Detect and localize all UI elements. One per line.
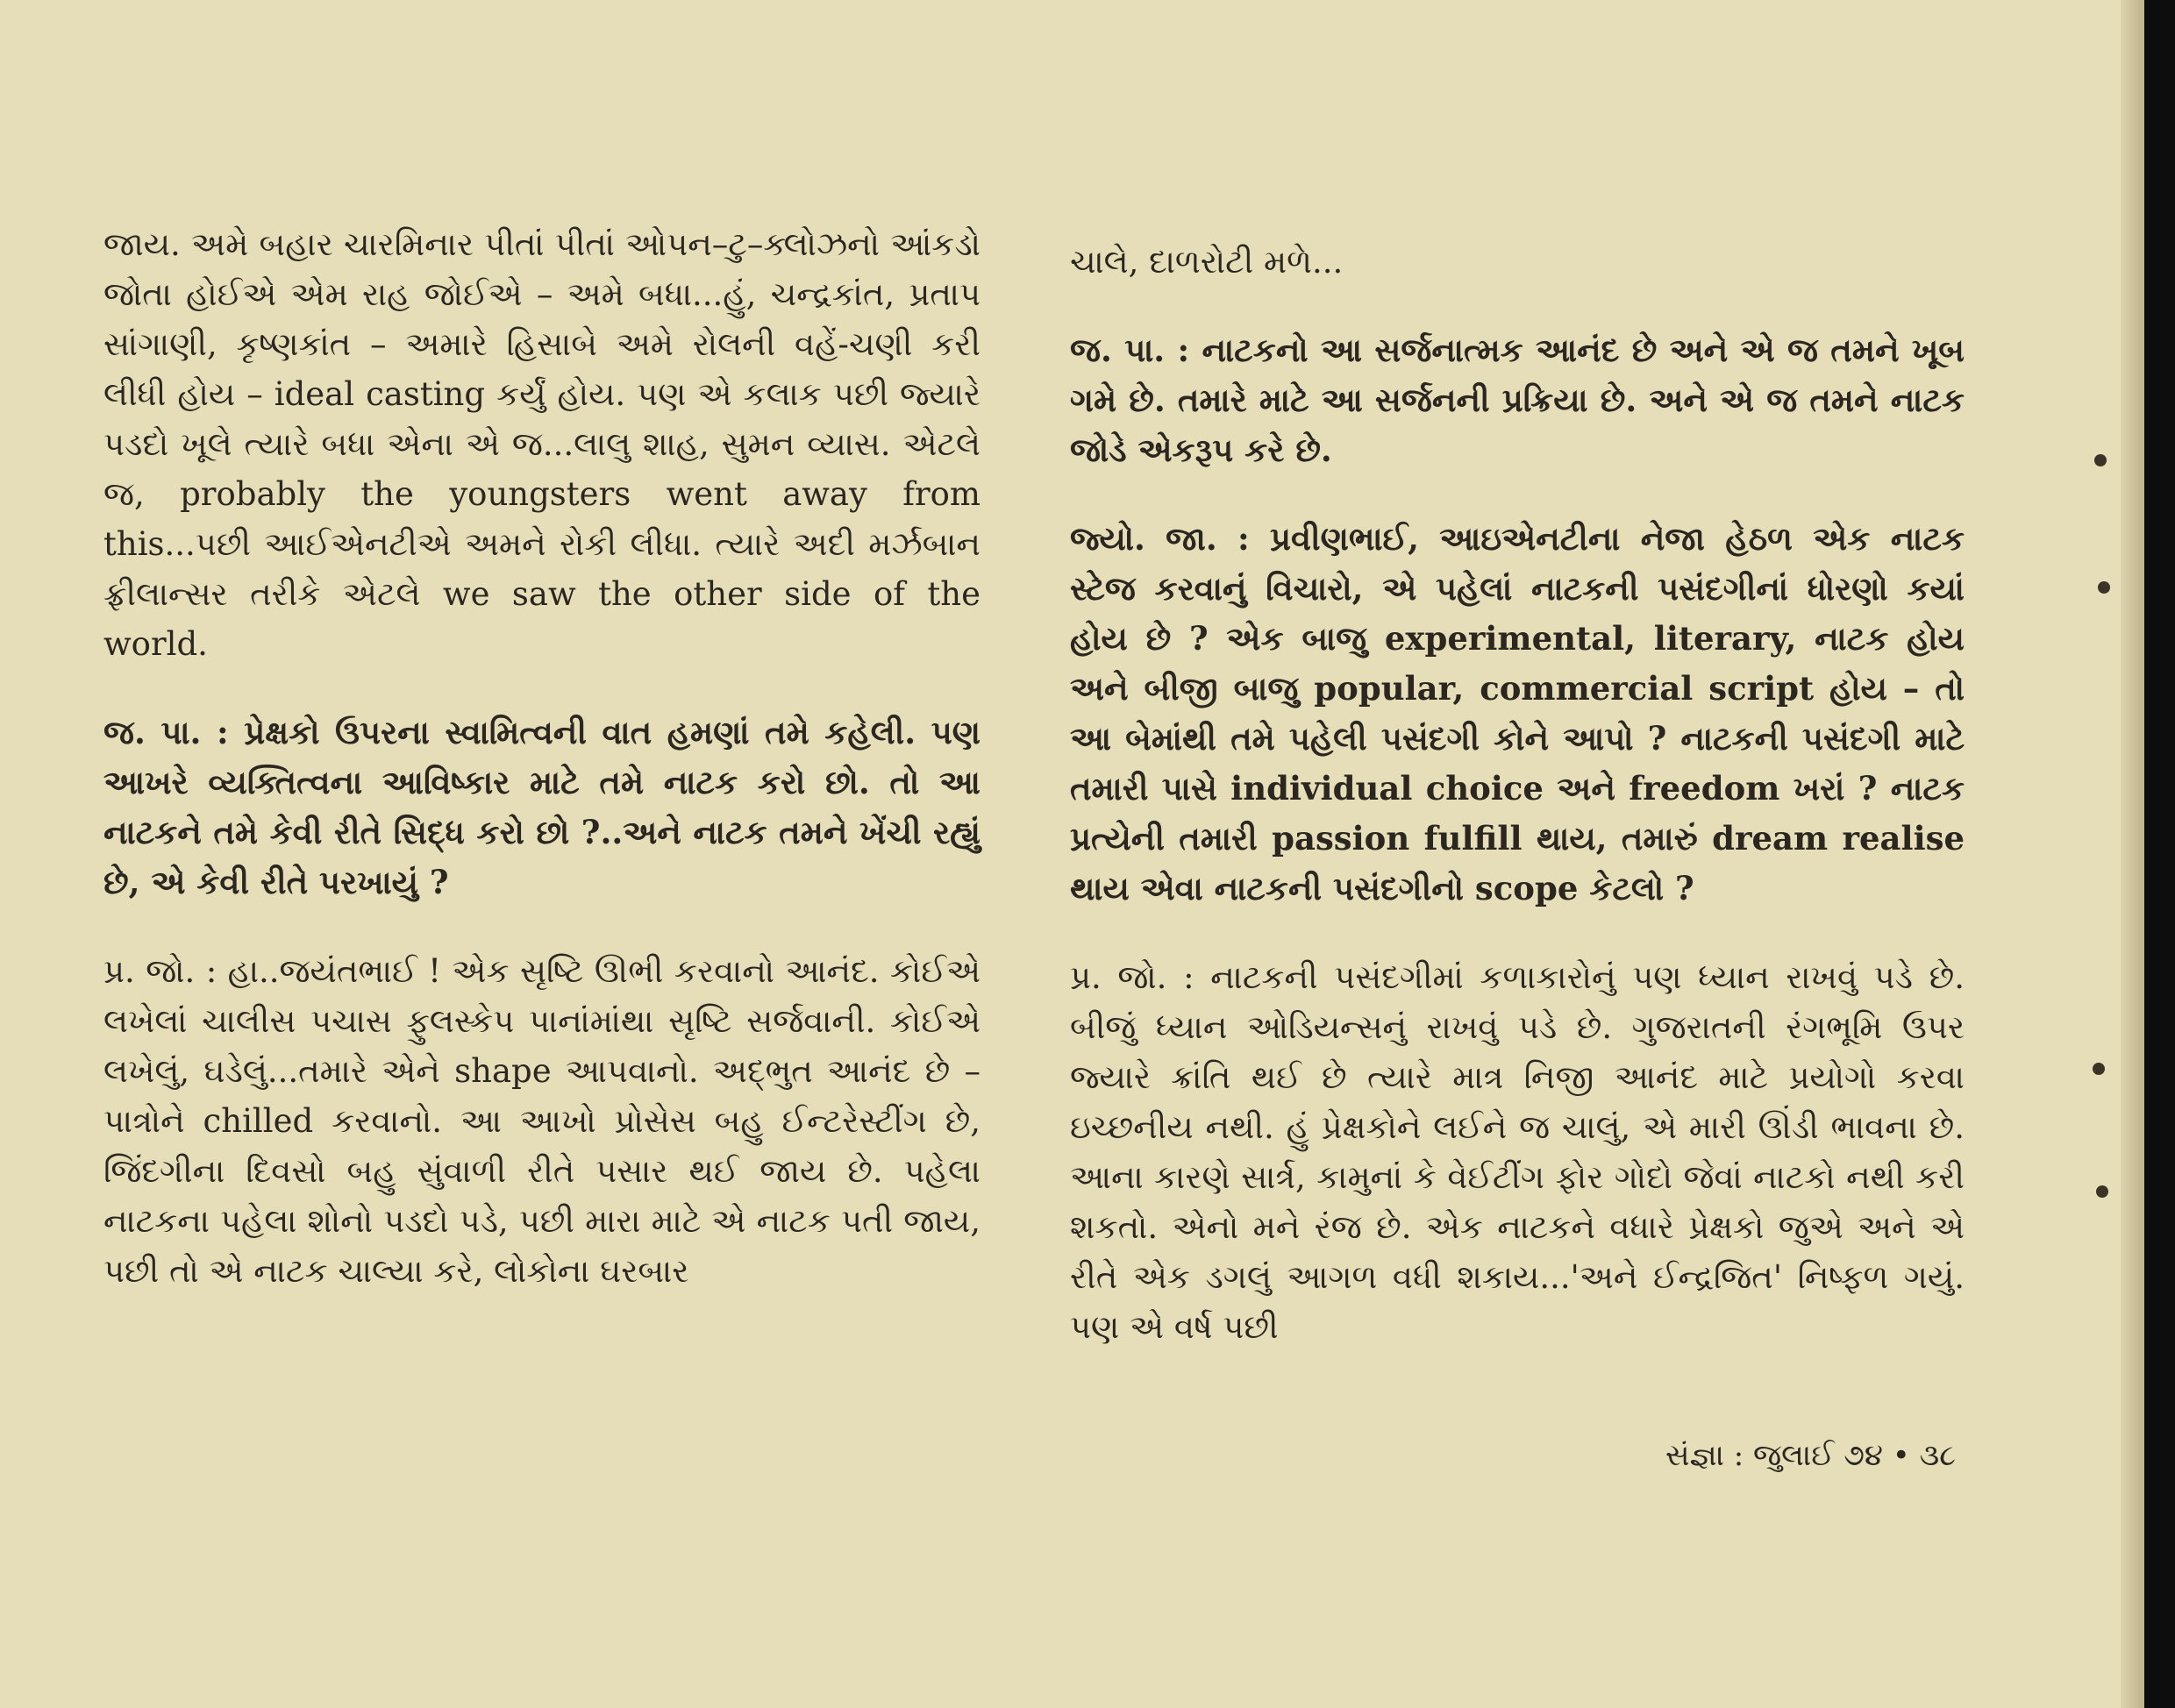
page-footer: સંજ્ઞા : જુલાઈ ૭૪ • ૩૮ <box>1665 1438 1956 1473</box>
question-paragraph: જ્યો. જા. : પ્રવીણભાઈ, આઇએનટીના નેજા હેઠળ એક નાટક સ્ટેજ કરવાનું વિચારો, એ પહેલાં નાટકની પસંદગીનાં ધોરણો કયાં હોય છે ? એક બાજુ experimental, literary, નાટક હોય અને બીજી બાજુ popular, commercial script હોય – તો આ બેમાંથી તમે પહેલી પસંદગી કોને આપો ? નાટકની પસંદગી માટે તમારી પાસે individual choice અને freedom ખરાં ? નાટક પ્રત્યેની તમારી passion fulfill થાય, તમારું dream realise થાય એવા નાટકની પસંદગીનો scope કેટલો ? <box>1070 519 1965 907</box>
paragraph: ચાલે, દાળરોટી મળે... <box>1070 243 1344 281</box>
binding-hole <box>2093 1063 2105 1075</box>
question-paragraph: જ. પા. : નાટકનો આ સર્જનાત્મક આનંદ છે અને એ જ તમને ખૂબ ગમે છે. તમારે માટે આ સર્જનની પ્રક્રિયા છે. અને એ જ તમને નાટક જોડે એકરૂપ કરે છે. <box>1070 331 1965 469</box>
paragraph: જાય. અમે બહાર ચારમિનાર પીતાં પીતાં ઓપન–ટુ–ક્લોઝનો આંકડો જોતા હોઈએ એમ રાહ જોઈએ – અમે બધા...હું, ચન્દ્રકાંત, પ્રતાપ સાંગાણી, કૃષ્ણકાંત – અમારે હિસાબે અમે રોલની વહેં-ચણી કરી લીધી હોય – ideal casting કર્યું હોય. પણ એ કલાક પછી જ્યારે પડદો ખૂલે ત્યારે બધા એના એ જ...લાલુ શાહ, સુમન વ્યાસ. એટલે જ, probably the youngsters went away from this...પછી આઈએનટીએ અમને રોકી લીધા. ત્યારે અદી મર્ઝબાન ફ્રીલાન્સર તરીકે એટલે we saw the other side of the world. <box>103 225 981 663</box>
binding-hole <box>2096 1185 2108 1198</box>
right-text-column <box>1070 237 1965 1391</box>
binding-hole <box>2094 454 2107 466</box>
scan-border <box>2144 0 2175 1708</box>
question-paragraph: જ. પા. : પ્રેક્ષકો ઉપરના સ્વામિત્વની વાત હમણાં તમે કહેલી. પણ આખરે વ્યક્તિત્વના આવિષ્કાર માટે તમે નાટક કરો છો. તો આ નાટકને તમે કેવી રીતે સિદ્ધ કરો છો ?..અને નાટક તમને ખેંચી રહ્યું છે, એ કેવી રીતે પરખાયું ? <box>103 713 981 901</box>
left-text-column <box>103 219 981 1334</box>
page-gutter <box>2121 0 2144 1708</box>
binding-hole <box>2098 581 2110 594</box>
paragraph: પ્ર. જો. : હા..જયંતભાઈ ! એક સૃષ્ટિ ઊભી કરવાનો આનંદ. કોઈએ લખેલાં ચાલીસ પચાસ ફુલસ્કેપ પાનાંમાંથા સૃષ્ટિ સર્જવાની. કોઈએ લખેલું, ઘડેલું...તમારે એને shape આપવાનો. અદ્ભુત આનંદ છે – પાત્રોને chilled કરવાનો. આ આખો પ્રોસેસ બહુ ઈન્ટરેસ્ટીંગ છે, જિંદગીના દિવસો બહુ સુંવાળી રીતે પસાર થઈ જાય છે. પહેલા નાટકના પહેલા શોનો પડદો પડે, પછી મારા માટે એ નાટક પતી જાય, પછી તો એ નાટક ચાલ્યા કરે, લોકોના ઘરબાર <box>103 952 981 1290</box>
paragraph: પ્ર. જો. : નાટકની પસંદગીમાં કળાકારોનું પણ ધ્યાન રાખવું પડે છે. બીજું ધ્યાન ઓડિયન્સનું રાખવું પડે છે. ગુજરાતની રંગભૂમિ ઉપર જ્યારે ક્રાંતિ થઈ છે ત્યારે માત્ર નિજી આનંદ માટે પ્રયોગો કરવા ઇચ્છનીય નથી. હું પ્રેક્ષકોને લઈને જ ચાલું, એ મારી ઊંડી ભાવના છે. આના કારણે સાર્ત્ર, કામુનાં કે વેઈટીંગ ફોર ગોદો જેવાં નાટકો નથી કરી શકતો. એનો મને રંજ છે. એક નાટકને વધારે પ્રેક્ષકો જુએ અને એ રીતે એક ડગલું આગળ વધી શકાય...'અને ઈન્દ્રજિત' નિષ્ફળ ગયું. પણ એ વર્ષ પછી <box>1070 958 1965 1346</box>
